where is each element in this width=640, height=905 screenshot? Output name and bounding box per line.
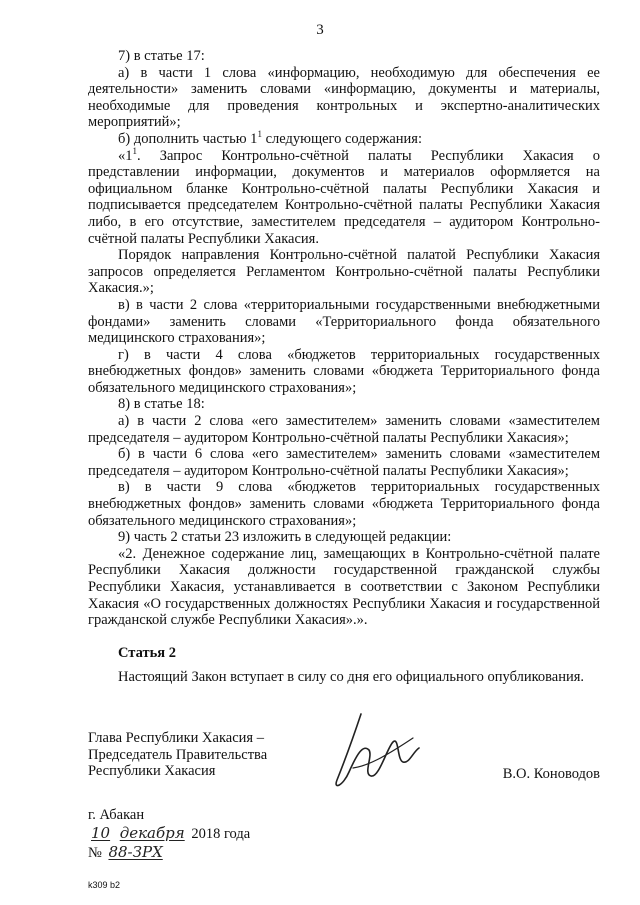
item-7a: а) в части 1 слова «информацию, необходимую для обеспечения ее деятельности» заменить словами «информацию, документы и материалы, необходимые для проведения контрольных и экспертно-аналитических мероприятий»; [88,64,600,131]
item-7v: в) в части 2 слова «территориальными государственными внебюджетными фондами» заменить словами «Территориального фонда обязательного медицинского страхования»; [88,296,600,347]
signature-block [88,730,608,790]
signing-date [88,824,250,843]
page-number: 3 [316,22,324,38]
part-1-1-text: «$1^1$. Запрос Контрольно-счётной палаты Республики Хакасия о представлении информации, документов и материалов оформляется на официальном бланке Контрольно-счётной палаты Республики Хакасия и подписывается председателем Контрольно-счётной палаты Республики Хакасия либо, в его отсутствие, заместителем председателя – аудитором Контрольно-счётной палаты Республики Хакасия. [88,145,600,247]
place-date-block [88,806,250,862]
date-day: 10 [91,824,111,842]
law-amendment-text [88,48,600,686]
item-8b: б) в части 6 слова «его заместителем» заменить словами «заместителем председателя – аудитором Контрольно-счётной палаты Республики Хакасия»; [88,446,600,479]
date-year: 2018 года [191,826,251,842]
handwritten-signature [323,708,433,798]
item-7g: г) в части 4 слова «бюджетов территориальных государственных внебюджетных фондов» заменить словами «бюджета Территориального фонда обязательного медицинского страхования»; [88,346,600,396]
signer-title: Глава Республики Хакасия – Председатель Правительства Республики Хакасия [88,730,268,780]
item-8v: в) в части 9 слова «бюджетов территориальных государственных внебюджетных фондов» заменить словами «бюджета Территориального фонда обязательного медицинского страхования»; [88,479,600,529]
signer-name: В.О. Коноводов [502,766,600,782]
article-23-part-2-text: «2. Денежное содержание лиц, замещающих в Контрольно-счётной палате Республики Хакасия должности государственной гражданской службы Республики Хакасия, устанавливается в соответствии с Законом Республики Хакасия «О государственных должностях Республики Хакасия и государственной гражданской службе Республики Хакасия».». [88,545,600,629]
item-9: 9) часть 2 статьи 23 изложить в следующей редакции: [118,529,452,546]
item-8: 8) в статье 18: [118,396,205,413]
law-number-value: 88-ЗРХ [108,843,163,861]
city: г. Абакан [88,807,145,823]
document-code: k309 b2 [88,880,121,890]
item-7: 7) в статье 17: [118,48,205,64]
law-number: № 88-ЗРХ [88,843,250,862]
article-2-title: Статья 2 [118,644,176,661]
item-8a: а) в части 2 слова «его заместителем» заменить словами «заместителем председателя – аудитором Контрольно-счётной палаты Республики Хакасия»; [88,413,600,446]
request-procedure-text: Порядок направления Контрольно-счётной палатой Республики Хакасия запросов определяется Регламентом Контрольно-счётной палаты Республики Хакасия.»; [88,247,600,297]
item-7b: б) дополнить частью $1^1$ следующего содержания: [118,129,423,147]
article-2-text: Настоящий Закон вступает в силу со дня его официального опубликования. [118,669,585,686]
date-month: декабря [119,824,185,842]
